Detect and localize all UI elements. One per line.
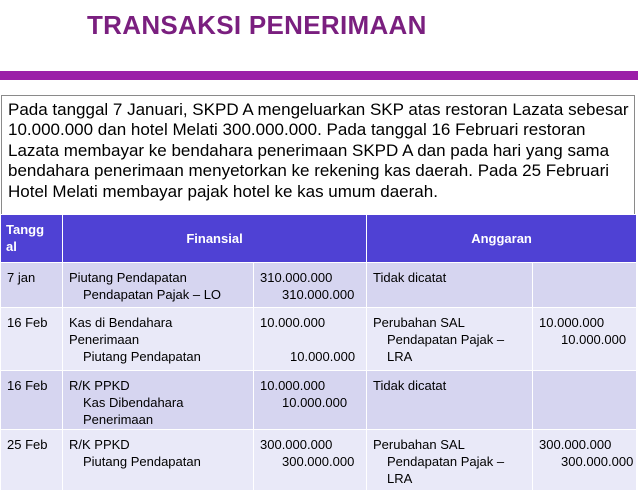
cell-date: 7 jan [1,263,63,308]
table-row [1,371,637,430]
table-row [1,263,637,308]
bud-credit-account-cont: LRA [387,349,413,364]
table-row [1,430,637,491]
table-header-row [1,215,637,263]
bud-debit-amount: 300.000.000 [539,437,612,452]
fin-credit-amount: 10.000.000 [290,349,356,364]
slide-title: TRANSAKSI PENERIMAAN [87,10,427,40]
cell-bud-accounts [367,430,533,491]
fin-debit-account-cont: Penerimaan [69,332,140,347]
bud-credit-account: Pendapatan Pajak – [387,454,505,469]
bud-account: Perubahan SAL [373,315,465,330]
bud-account: Tidak dicatat [373,270,447,285]
fin-credit-amount: 310.000.000 [282,287,355,302]
fin-debit-account: R/K PPKD [69,378,130,393]
header-budget: Anggaran [367,215,637,263]
cell-bud-accounts [367,263,533,308]
cell-fin-amounts [254,430,367,491]
cell-fin-accounts [63,308,254,371]
fin-credit-amount: 10.000.000 [282,395,348,410]
header-financial: Finansial [63,215,367,263]
fin-debit-account: R/K PPKD [69,437,130,452]
cell-bud-accounts [367,308,533,371]
cell-fin-amounts [254,371,367,430]
fin-credit-account-cont: Penerimaan [83,412,154,427]
cell-fin-accounts [63,371,254,430]
fin-credit-account: Pendapatan Pajak – LO [83,287,222,302]
journal-table [0,214,637,491]
fin-debit-amount: 300.000.000 [260,437,333,452]
bud-account: Tidak dicatat [373,378,447,393]
fin-credit-account: Piutang Pendapatan [83,454,201,469]
fin-debit-amount: 10.000.000 [260,315,326,330]
cell-fin-amounts [254,308,367,371]
bud-credit-account-cont: LRA [387,471,413,486]
fin-credit-account: Piutang Pendapatan [83,349,201,364]
table-row [1,308,637,371]
bud-credit-account: Pendapatan Pajak – [387,332,505,347]
fin-credit-amount: 300.000.000 [282,454,355,469]
fin-debit-amount: 10.000.000 [260,378,326,393]
fin-credit-account: Kas Dibendahara [83,395,184,410]
cell-bud-accounts [367,371,533,430]
bud-account: Perubahan SAL [373,437,465,452]
fin-debit-amount: 310.000.000 [260,270,333,285]
bud-debit-amount: 10.000.000 [539,315,605,330]
bud-credit-amount: 10.000.000 [561,332,627,347]
fin-debit-account: Piutang Pendapatan [69,270,187,285]
cell-bud-amounts [533,371,637,430]
bud-credit-amount: 300.000.000 [561,454,634,469]
cell-bud-amounts [533,263,637,308]
cell-fin-accounts [63,430,254,491]
intro-textbox: Pada tanggal 7 Januari, SKPD A mengeluarkan SKP atas restoran Lazata sebesar 10.000.000 dan hotel Melati 300.000.000. Pada tanggal 16 Februari restoran Lazata membayar ke bendahara penerimaan SKPD A dan pada hari yang sama bendahara penerimaan menyetorkan ke rekening kas daerah. Pada 25 Februari Hotel Melati membayar pajak hotel ke kas umum daerah. [1,95,635,215]
cell-fin-amounts [254,263,367,308]
cell-date: 16 Feb [1,371,63,430]
cell-date: 16 Feb [1,308,63,371]
header-date: Tangg al [1,215,63,263]
cell-fin-accounts [63,263,254,308]
cell-bud-amounts [533,430,637,491]
accent-bar [0,71,638,80]
cell-bud-amounts [533,308,637,371]
cell-date: 25 Feb [1,430,63,491]
fin-debit-account: Kas di Bendahara [69,315,173,330]
